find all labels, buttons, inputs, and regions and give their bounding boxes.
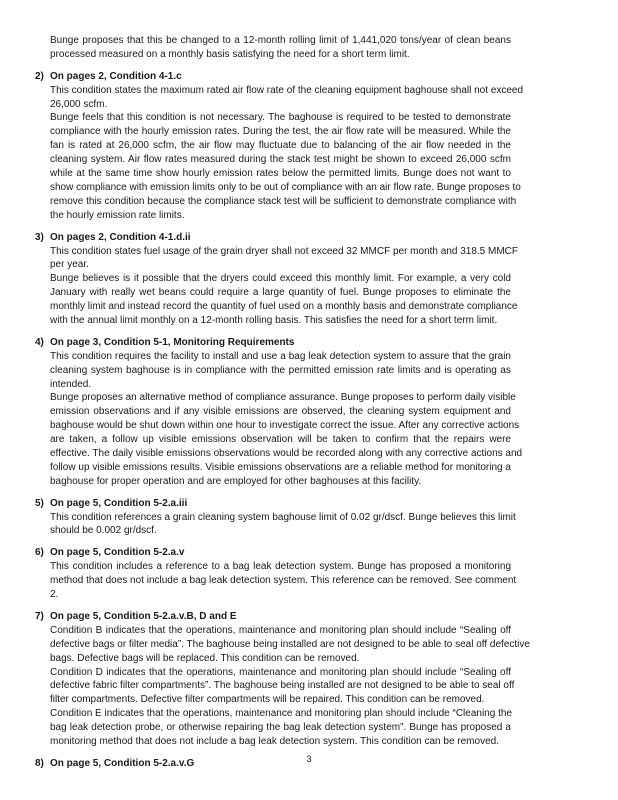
- text-line: follow up visible emissions results. Visible emissions observations are a reliable method for monitoring a: [50, 461, 511, 473]
- text-line: bag leak detection probe, or otherwise repairing the bag leak detection system”. Bunge has proposed a: [50, 722, 511, 734]
- text-line: Bunge proposes an alternative method of compliance assurance. Bunge proposes to perform daily visible: [50, 392, 516, 404]
- item-paragraph: [50, 111, 521, 222]
- comment-item: [0, 610, 618, 749]
- text-line: baghouse would be shut down within one hour to investigate correct the issue. After any corrective actions: [50, 420, 520, 432]
- text-line: cleaning system. Air flow rates measured during the stack test might be shown to exceed 26,000 scfm: [50, 154, 511, 166]
- comment-item: [0, 231, 618, 328]
- text-line: method that does not include a bag leak detection system. This reference can be removed. See comment: [50, 575, 517, 587]
- text-line: emission observations and if any visible emissions are observed, the cleaning system equipment and: [50, 406, 511, 418]
- item-heading: On pages 2, Condition 4-1.d.ii: [50, 231, 191, 243]
- text-line: This condition requires the facility to install and use a bag leak detection system to assure that the grain: [50, 350, 511, 362]
- text-line: cleaning system baghouse is in compliance with the permitted emission rate limits and is operating as: [50, 364, 511, 376]
- text-line: Bunge proposes that this be changed to a 12-month rolling limit of 1,441,020 tons/year of clean beans: [50, 35, 511, 46]
- text-line: monthly limit and instead record the quantity of fuel used on a monthly basis and demonstrate compliance: [50, 301, 518, 313]
- item-number: 7): [35, 610, 44, 622]
- text-line: should be 0.002 gr/dscf.: [50, 525, 157, 537]
- item-paragraph: [50, 245, 519, 273]
- text-line: are taken, a follow up visible emissions observation will be taken to confirm that the repairs were: [50, 434, 511, 446]
- document-page: [0, 34, 618, 771]
- text-line: Condition B indicates that the operations, maintenance and monitoring plan should include “Sealing off: [50, 624, 511, 636]
- text-line: while at the same time show hourly emission rates below the permitted limits. Bunge does not want to: [50, 168, 511, 180]
- text-line: This condition states the maximum rated air flow rate of the cleaning equipment baghouse shall not exceed: [50, 84, 524, 96]
- comment-item: [0, 70, 618, 223]
- item-number: 3): [35, 231, 44, 243]
- text-line: Condition D indicates that the operations, maintenance and monitoring plan should include “Sealing off: [50, 666, 511, 678]
- text-line: 26,000 scfm.: [50, 98, 108, 110]
- item-heading: On pages 2, Condition 4-1.c: [50, 70, 182, 82]
- text-line: show compliance with emission limits only to be out of compliance with an air flow rate. Bunge proposes to: [50, 181, 521, 193]
- text-line: fan is rated at 26,000 scfm, the air flow may fluctuate due to balancing of the air flow needed in the: [50, 140, 511, 152]
- text-line: per year.: [50, 259, 89, 271]
- item-paragraph: [50, 666, 515, 708]
- item-paragraph: [50, 84, 524, 112]
- text-line: Bunge believes is it possible that the dryers could exceed this monthly limit. For example, a very cold: [50, 273, 511, 285]
- text-line: effective. The daily visible emissions observations would be recorded along with any corrective actions and: [50, 447, 523, 459]
- item-number: 6): [35, 547, 44, 559]
- item-number: 8): [35, 757, 44, 769]
- text-line: compliance with the hourly emission rates. During the test, the air flow rate will be measured. While the: [50, 126, 511, 138]
- comment-list: [0, 70, 618, 771]
- text-line: processed measured on a monthly basis satisfying the need for a short term limit.: [50, 48, 410, 60]
- text-line: 2.: [50, 589, 59, 601]
- page-number: 3: [306, 754, 312, 764]
- item-number: 2): [35, 70, 44, 82]
- text-line: defective bags or filter media”. The baghouse being installed are not designed to be able to seal off defective: [50, 638, 530, 650]
- text-line: intended.: [50, 378, 92, 390]
- item-paragraph: [50, 350, 511, 392]
- text-line: the hourly emission rate limits.: [50, 209, 185, 221]
- comment-item: [0, 497, 618, 539]
- text-line: defective fabric filter compartments”. The baghouse being installed are not designed to be able to seal off: [50, 680, 515, 692]
- text-line: filter compartments. Defective filter compartments will be repaired. This condition can be removed.: [50, 694, 485, 706]
- text-line: remove this condition because the compliance stack test will be sufficient to demonstrate compliance with: [50, 195, 517, 207]
- item-paragraph: [50, 511, 516, 539]
- comment-item: [0, 546, 618, 602]
- item-number: 4): [35, 336, 44, 348]
- comment-item: [0, 336, 618, 489]
- item-paragraph: [50, 560, 517, 602]
- item-paragraph: [50, 272, 518, 328]
- text-line: This condition references a grain cleaning system baghouse limit of 0.02 gr/dscf. Bunge believes this limit: [50, 511, 516, 523]
- text-line: January with really wet beans could require a large quantity of fuel. Bunge proposes to eliminate the: [50, 287, 511, 299]
- text-line: baghouse for proper operation and are employed for other baghouses at this facility.: [50, 475, 422, 487]
- text-line: monitoring method that does not include a bag leak detection system. This condition can be removed.: [50, 735, 499, 747]
- item-heading: On page 5, Condition 5-2.a.v: [50, 547, 185, 559]
- text-line: Condition E indicates that the operations, maintenance and monitoring plan should include “Cleaning the: [50, 708, 512, 720]
- item-heading: On page 5, Condition 5-2.a.iii: [50, 497, 188, 509]
- text-line: with the annual limit monthly on a 12-month rolling basis. This satisfies the need for a short term limit.: [50, 314, 498, 326]
- text-line: This condition states fuel usage of the grain dryer shall not exceed 32 MMCF per month and 318.5 MMCF: [50, 245, 519, 257]
- item-paragraph: [50, 391, 523, 488]
- item-heading: On page 3, Condition 5-1, Monitoring Requirements: [50, 336, 295, 348]
- item-heading: On page 5, Condition 5-2.a.v.B, D and E: [50, 610, 237, 622]
- text-line: bags. Defective bags will be replaced. This condition can be removed.: [50, 652, 360, 664]
- item-heading: On page 5, Condition 5-2.a.v.G: [50, 757, 195, 769]
- intro-paragraph: [50, 34, 511, 62]
- item-number: 5): [35, 497, 44, 509]
- item-paragraph: [50, 624, 530, 666]
- text-line: Bunge feels that this condition is not necessary. The baghouse is required to be tested to demonstrate: [50, 112, 511, 124]
- text-line: This condition includes a reference to a bag leak detection system. Bunge has proposed a monitoring: [50, 561, 511, 573]
- item-paragraph: [50, 707, 511, 749]
